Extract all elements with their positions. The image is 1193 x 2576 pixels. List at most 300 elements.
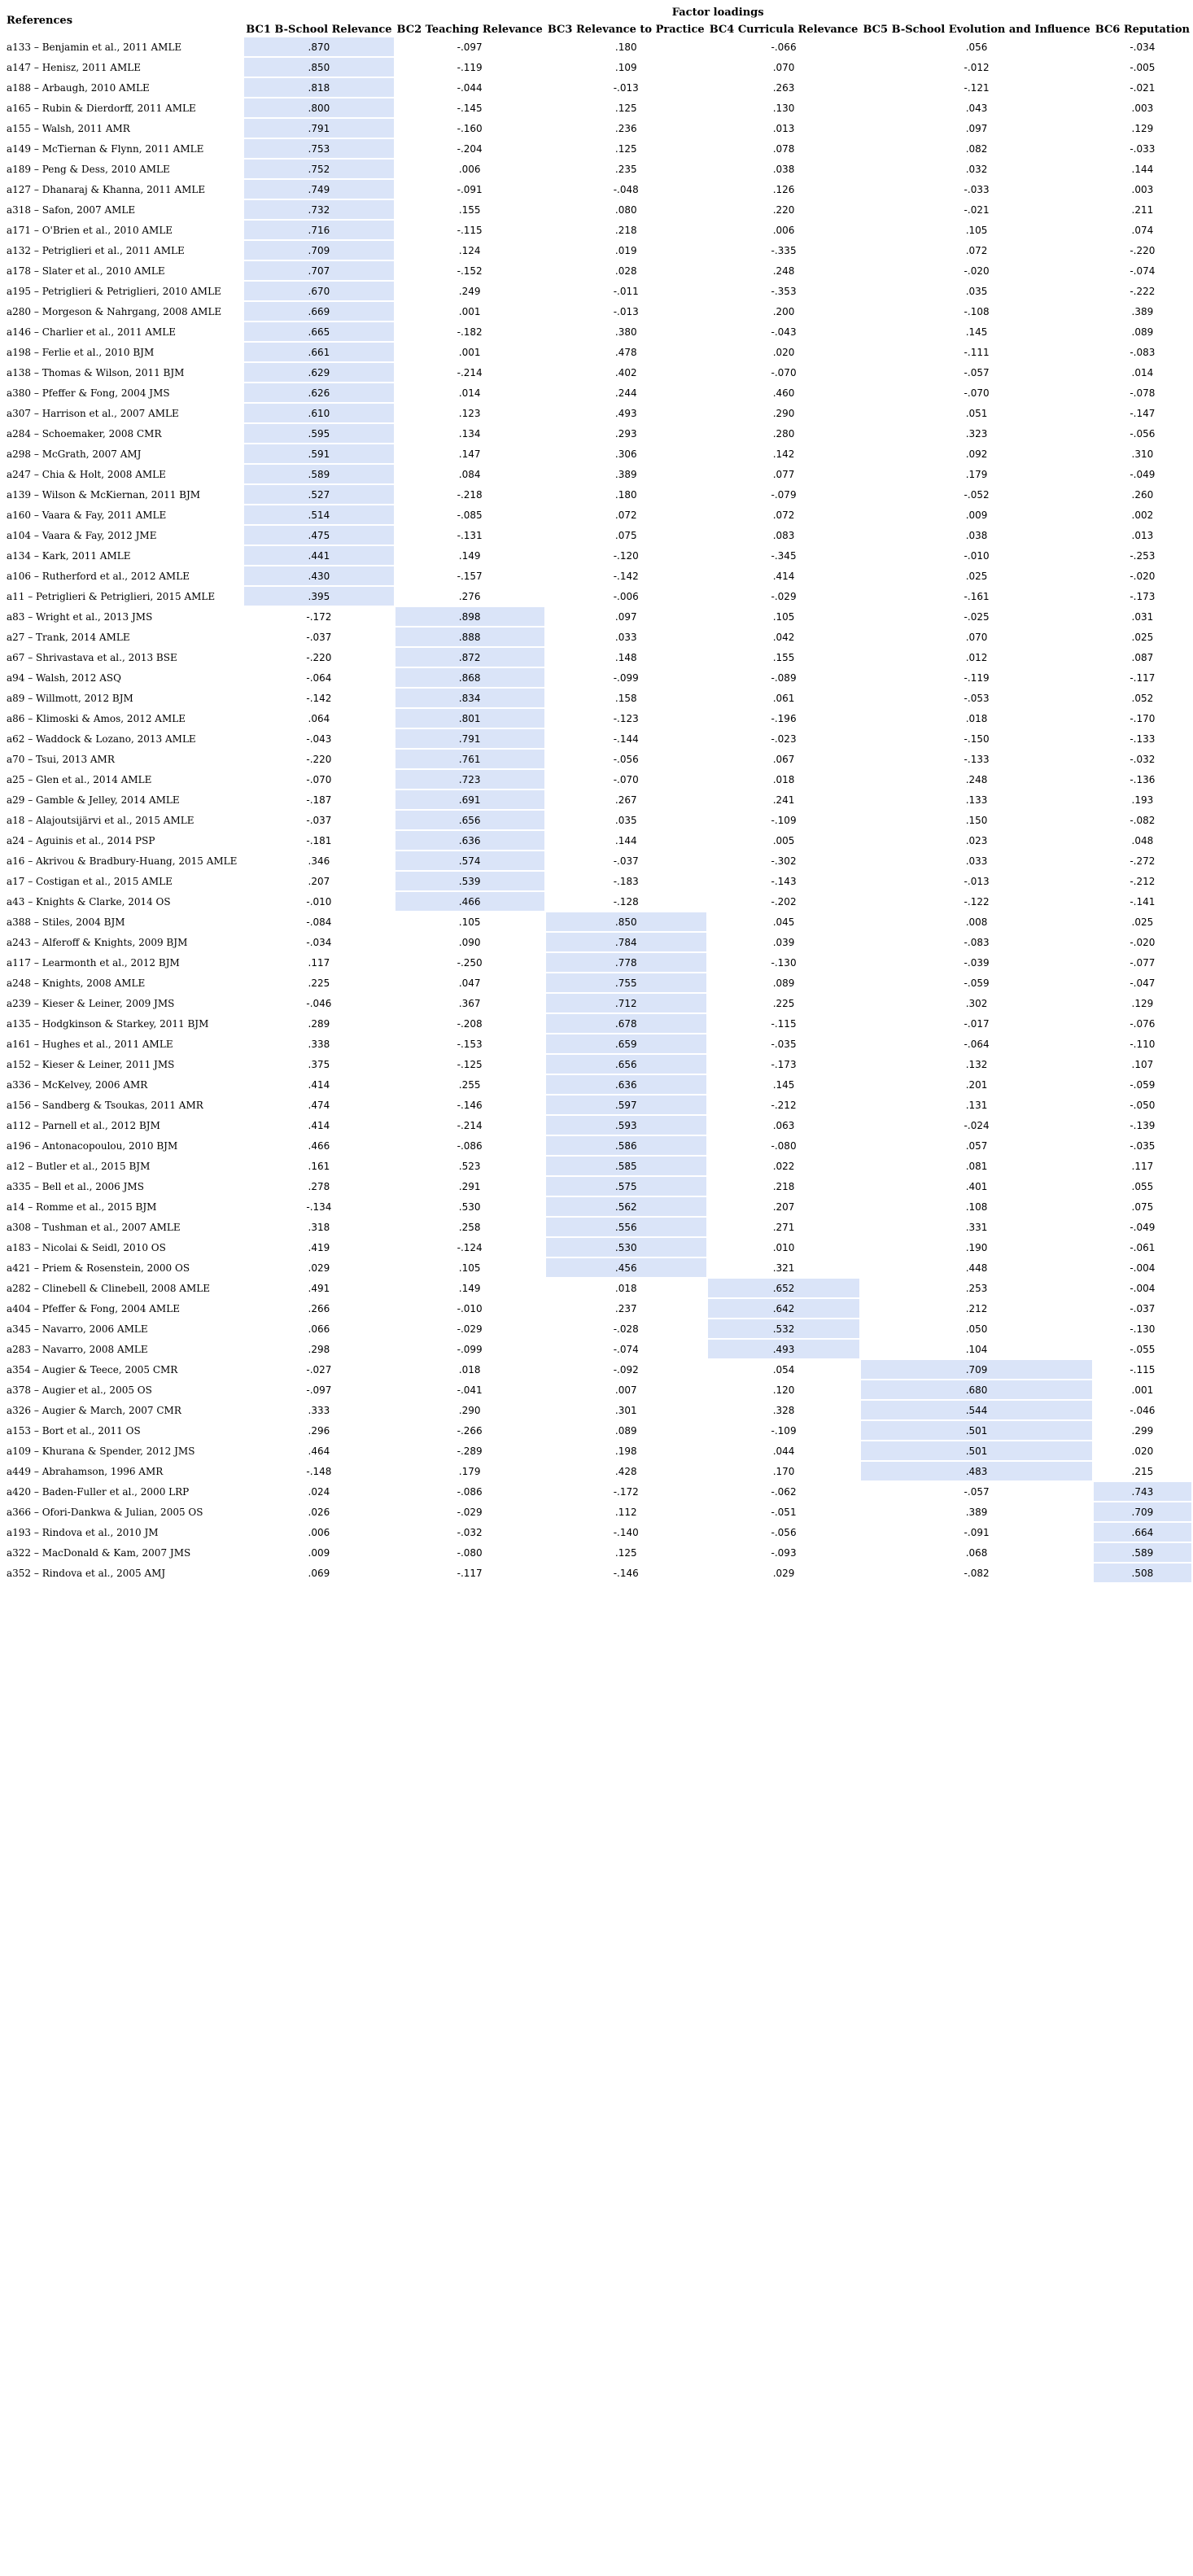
loading-cell: -.196 [771,712,797,724]
loading-cell: -.097 [457,41,483,53]
loading-cell: -.049 [1130,468,1156,480]
loading-cell: .032 [965,163,988,175]
loading-cell: .298 [308,1343,330,1355]
loading-cell: -.044 [457,81,483,94]
loading-cell: .087 [1131,651,1154,663]
loading-cell: .276 [458,590,481,602]
loading-cell: .225 [772,997,795,1009]
loading-cell-highlighted: .870 [244,37,393,56]
table-row [5,1075,1191,1094]
loading-cell: -.057 [964,1485,990,1498]
column-header-bc3: BC3 Relevance to Practice [547,24,705,36]
loading-cell: .310 [1131,448,1154,460]
loading-cell: -.353 [771,285,797,297]
loading-cell: .180 [614,41,637,53]
loading-cell: .003 [1131,102,1154,114]
loading-cell: .038 [965,529,988,541]
loading-cell: -.059 [964,977,990,989]
table-row [5,1197,1191,1216]
loading-cell: -.140 [613,1526,639,1538]
loading-cell: .003 [1131,183,1154,195]
table-row [5,1218,1191,1236]
loading-cell: -.128 [613,895,639,908]
loading-cell: .077 [772,468,795,480]
loading-cell-highlighted: .800 [244,98,393,117]
reference-cell: a27 – Trank, 2014 AMLE [7,631,130,643]
loading-cell-highlighted: .791 [395,729,544,748]
loading-cell-highlighted: .661 [244,343,393,361]
loading-cell: .107 [1131,1058,1154,1070]
loading-cell: -.077 [1130,956,1156,969]
loading-cell: .419 [308,1241,330,1253]
loading-cell: .179 [965,468,988,480]
loading-cell: .414 [308,1119,330,1131]
loading-cell: -.074 [1130,265,1156,277]
table-row [5,709,1191,728]
loading-cell: -.020 [1130,570,1156,582]
table-row [5,546,1191,565]
reference-cell: a247 – Chia & Holt, 2008 AMLE [7,468,166,480]
reference-cell: a18 – Alajoutsijärvi et al., 2015 AMLE [7,814,194,826]
table-row [5,1055,1191,1074]
loading-cell: .105 [965,224,988,236]
loading-cell: -.172 [306,610,332,623]
loading-cell: -.010 [457,1302,483,1314]
table-row [5,1421,1191,1440]
loading-cell-highlighted: .732 [244,200,393,219]
loading-cell: .131 [965,1099,988,1111]
loading-cell: -.082 [1130,814,1156,826]
reference-cell: a138 – Thomas & Wilson, 2011 BJM [7,366,185,378]
loading-cell: .144 [1131,163,1154,175]
loading-cell: -.099 [457,1343,483,1355]
loading-cell: .074 [1131,224,1154,236]
loading-cell: -.078 [1130,387,1156,399]
loading-cell: -.056 [613,753,639,765]
loading-cell-highlighted: .544 [861,1401,1091,1419]
loading-cell: -.041 [457,1384,483,1396]
loading-cell: -.153 [457,1038,483,1050]
loading-cell: -.131 [457,529,483,541]
loading-cell: -.070 [964,387,990,399]
loading-cell: .299 [1131,1424,1154,1437]
loading-cell-highlighted: .898 [395,607,544,626]
loading-cell: -.091 [964,1526,990,1538]
loading-cell: .078 [772,142,795,155]
loading-cell: .082 [965,142,988,155]
table-row [5,444,1191,463]
loading-cell: -.187 [306,794,332,806]
reference-cell: a94 – Walsh, 2012 ASQ [7,671,121,684]
loading-cell-highlighted: .626 [244,383,393,402]
loading-cell-highlighted: .556 [546,1218,706,1236]
loading-cell: .026 [308,1506,330,1518]
table-row [5,729,1191,748]
loading-cell: -.089 [771,671,797,684]
reference-cell: a70 – Tsui, 2013 AMR [7,753,115,765]
loading-cell-highlighted: .716 [244,221,393,239]
loading-cell: -.214 [457,366,483,378]
table-row [5,1543,1191,1562]
loading-cell: .033 [614,631,637,643]
loading-cell: -.139 [1130,1119,1156,1131]
loading-cell: .148 [614,651,637,663]
loading-cell: -.074 [613,1343,639,1355]
loading-cell: .117 [1131,1160,1154,1172]
loading-cell-highlighted: .475 [244,526,393,545]
loading-cell: .081 [965,1160,988,1172]
loading-cell-highlighted: .659 [546,1034,706,1053]
loading-cell: -.086 [457,1485,483,1498]
loading-cell-highlighted: .818 [244,78,393,97]
column-header-bc5: BC5 B-School Evolution and Influence [863,24,1090,36]
loading-cell: .145 [772,1078,795,1091]
loading-cell: .028 [614,265,637,277]
loading-cell: .001 [458,305,481,317]
loading-cell: -.212 [1130,875,1156,887]
loading-cell: .109 [614,61,637,73]
table-row [5,160,1191,178]
loading-cell: .029 [772,1567,795,1579]
reference-cell: a127 – Dhanaraj & Khanna, 2011 AMLE [7,183,206,195]
table-row [5,973,1191,992]
loading-cell: -.059 [1130,1078,1156,1091]
table-row [5,1258,1191,1277]
table-row [5,1523,1191,1542]
loading-cell: .108 [965,1201,988,1213]
loading-cell: -.032 [457,1526,483,1538]
loading-cell: -.056 [771,1526,797,1538]
loading-cell: .018 [965,712,988,724]
loading-cell-highlighted: .669 [244,302,393,321]
reference-cell: a352 – Rindova et al., 2005 AMJ [7,1567,166,1579]
loading-cell-highlighted: .586 [546,1136,706,1155]
loading-cell: -.035 [1130,1139,1156,1152]
loading-cell-highlighted: .493 [708,1340,860,1358]
table-row [5,831,1191,850]
loading-cell: -.034 [1130,41,1156,53]
reference-cell: a155 – Walsh, 2011 AMR [7,122,130,134]
loading-cell-highlighted: .593 [546,1116,706,1135]
loading-cell: .070 [772,61,795,73]
loading-cell: -.272 [1130,855,1156,867]
loading-cell: -.046 [306,997,332,1009]
loading-cell: .033 [965,855,988,867]
loading-cell: .248 [965,773,988,785]
loading-cell: .132 [965,1058,988,1070]
loading-cell: .112 [614,1506,637,1518]
reference-cell: a160 – Vaara & Fay, 2011 AMLE [7,509,167,521]
table-row [5,1380,1191,1399]
loading-cell: -.021 [964,203,990,216]
loading-cell: .328 [772,1404,795,1416]
reference-cell: a12 – Butler et al., 2015 BJM [7,1160,151,1172]
table-row [5,1279,1191,1297]
loading-cell: .068 [965,1546,988,1559]
loading-cell: -.029 [457,1506,483,1518]
loading-cell: -.220 [306,753,332,765]
loading-cell: .117 [308,956,330,969]
loading-cell: -.146 [613,1567,639,1579]
loading-cell: -.013 [613,81,639,94]
table-row [5,1157,1191,1175]
loading-cell: .008 [965,916,988,928]
loading-cell: .149 [458,549,481,562]
reference-cell: a239 – Kieser & Leiner, 2009 JMS [7,997,175,1009]
loading-cell-highlighted: .574 [395,851,544,870]
reference-cell: a284 – Schoemaker, 2008 CMR [7,427,162,440]
loading-cell-highlighted: .749 [244,180,393,199]
loading-cell: .013 [1131,529,1154,541]
loading-cell: -.130 [1130,1323,1156,1335]
loading-cell-highlighted: .575 [546,1177,706,1196]
reference-cell: a248 – Knights, 2008 AMLE [7,977,146,989]
loading-cell-highlighted: .466 [395,892,544,911]
loading-cell: .125 [614,1546,637,1559]
loading-cell: .055 [1131,1180,1154,1192]
loading-cell: -.010 [964,549,990,562]
loading-cell: -.043 [306,733,332,745]
reference-cell: a195 – Petriglieri & Petriglieri, 2010 AMLE [7,285,221,297]
reference-cell: a109 – Khurana & Spender, 2012 JMS [7,1445,195,1457]
loading-cell: .129 [1131,122,1154,134]
loading-cell: -.108 [964,305,990,317]
loading-cell-highlighted: .678 [546,1014,706,1033]
loading-cell: -.161 [964,590,990,602]
column-header-bc6: BC6 Reputation [1095,24,1190,36]
loading-cell: -.142 [613,570,639,582]
table-row [5,261,1191,280]
loading-cell: -.070 [613,773,639,785]
loading-cell: .145 [965,326,988,338]
loading-cell: .031 [1131,610,1154,623]
column-header-bc4: BC4 Curricula Relevance [709,24,859,36]
loading-cell: .009 [965,509,988,521]
loading-cell: -.157 [457,570,483,582]
reference-cell: a133 – Benjamin et al., 2011 AMLE [7,41,182,53]
table-row [5,37,1191,56]
loading-cell: .318 [308,1221,330,1233]
loading-cell: -.142 [306,692,332,704]
loading-cell: -.222 [1130,285,1156,297]
loading-cell: .105 [458,1262,481,1274]
reference-cell: a106 – Rutherford et al., 2012 AMLE [7,570,190,582]
reference-cell: a43 – Knights & Clarke, 2014 OS [7,895,171,908]
loading-cell-highlighted: .784 [546,933,706,951]
loading-cell-highlighted: .539 [395,872,544,890]
loading-cell: -.220 [1130,244,1156,256]
table-row [5,872,1191,890]
loading-cell-highlighted: .665 [244,322,393,341]
reference-cell: a307 – Harrison et al., 2007 AMLE [7,407,179,419]
table-row [5,811,1191,829]
loading-cell: .045 [772,916,795,928]
loading-cell: -.035 [771,1038,797,1050]
loading-cell: .005 [772,834,795,846]
loading-cell: .007 [614,1384,637,1396]
loading-cell: .180 [614,488,637,501]
loading-cell: -.043 [771,326,797,338]
loading-cell: -.029 [457,1323,483,1335]
loading-cell: .266 [308,1302,330,1314]
loading-cell: .271 [772,1221,795,1233]
loading-cell: .211 [1131,203,1154,216]
loading-cell: -.048 [613,183,639,195]
reference-cell: a280 – Morgeson & Nahrgang, 2008 AMLE [7,305,222,317]
loading-cell: -.266 [457,1424,483,1437]
loading-cell: .460 [772,387,795,399]
reference-cell: a134 – Kark, 2011 AMLE [7,549,131,562]
table-row [5,628,1191,646]
loading-cell: .048 [1131,834,1154,846]
loading-cell: -.037 [613,855,639,867]
table-body [5,37,1191,1582]
loading-cell: .149 [458,1282,481,1294]
table-row [5,221,1191,239]
loading-cell: -.146 [457,1099,483,1111]
loading-cell: .253 [965,1282,988,1294]
loading-cell: .293 [614,427,637,440]
loading-cell-highlighted: .456 [546,1258,706,1277]
loading-cell: .389 [1131,305,1154,317]
loading-cell: -.097 [306,1384,332,1396]
reference-cell: a378 – Augier et al., 2005 OS [7,1384,152,1396]
reference-cell: a189 – Peng & Dess, 2010 AMLE [7,163,170,175]
loading-cell: -.070 [306,773,332,785]
table-row [5,363,1191,382]
loading-cell: -.006 [613,590,639,602]
loading-cell: .530 [458,1201,481,1213]
loading-cell-highlighted: .709 [1094,1502,1191,1521]
reference-cell: a132 – Petriglieri et al., 2011 AMLE [7,244,185,256]
reference-cell: a86 – Klimoski & Amos, 2012 AMLE [7,712,186,724]
loading-cell: -.085 [457,509,483,521]
loading-cell: -.012 [964,61,990,73]
loading-cell: .123 [458,407,481,419]
reference-cell: a335 – Bell et al., 2006 JMS [7,1180,144,1192]
reference-cell: a153 – Bort et al., 2011 OS [7,1424,141,1437]
table-row [5,648,1191,667]
loading-cell: .083 [772,529,795,541]
loading-cell: .323 [965,427,988,440]
loading-cell: -.037 [306,814,332,826]
reference-cell: a421 – Priem & Rosenstein, 2000 OS [7,1262,190,1274]
reference-cell: a380 – Pfeffer & Fong, 2004 JMS [7,387,170,399]
loading-cell: .120 [772,1384,795,1396]
reference-cell: a112 – Parnell et al., 2012 BJM [7,1119,160,1131]
loading-cell-highlighted: .752 [244,160,393,178]
reference-cell: a83 – Wright et al., 2013 JMS [7,610,153,623]
table-row [5,750,1191,768]
loading-cell: .474 [308,1099,330,1111]
loading-cell: -.023 [771,733,797,745]
loading-cell: .072 [772,509,795,521]
loading-cell-highlighted: .656 [546,1055,706,1074]
loading-cell: .150 [965,814,988,826]
reference-cell: a139 – Wilson & McKiernan, 2011 BJM [7,488,201,501]
loading-cell: .069 [308,1567,330,1579]
reference-cell: a298 – McGrath, 2007 AMJ [7,448,142,460]
reference-cell: a25 – Glen et al., 2014 AMLE [7,773,152,785]
loading-cell: .248 [772,265,795,277]
reference-cell: a243 – Alferoff & Knights, 2009 BJM [7,936,188,948]
loading-cell: .075 [1131,1201,1154,1213]
reference-cell: a29 – Gamble & Jelley, 2014 AMLE [7,794,180,806]
loading-cell-highlighted: .707 [244,261,393,280]
loading-cell: -.345 [771,549,797,562]
loading-cell: .105 [772,610,795,623]
loading-cell: .493 [614,407,637,419]
loading-cell: -.121 [964,81,990,94]
loading-cell: .066 [308,1323,330,1335]
loading-cell: -.148 [306,1465,332,1477]
loading-cell: .006 [308,1526,330,1538]
loading-cell: .067 [772,753,795,765]
loading-cell: .280 [772,427,795,440]
table-row [5,1096,1191,1114]
loading-cell: -.039 [964,956,990,969]
loading-cell: -.027 [306,1363,332,1375]
loading-cell: -.004 [1130,1282,1156,1294]
loading-cell: -.289 [457,1445,483,1457]
loading-cell-highlighted: .743 [1094,1482,1191,1501]
loading-cell: -.123 [613,712,639,724]
loading-cell-highlighted: .761 [395,750,544,768]
loading-cell: -.220 [306,651,332,663]
loading-cell: .006 [458,163,481,175]
loading-cell: .009 [308,1546,330,1559]
loading-cell: -.086 [457,1139,483,1152]
loading-cell: .124 [458,244,481,256]
loading-cell: -.051 [771,1506,797,1518]
loading-cell-highlighted: .656 [395,811,544,829]
loading-cell: -.056 [1130,427,1156,440]
loading-cell: -.122 [964,895,990,908]
loading-cell: -.117 [1130,671,1156,684]
loading-cell: -.173 [771,1058,797,1070]
loading-cell: .241 [772,794,795,806]
loading-cell: -.079 [771,488,797,501]
loading-cell: .125 [614,102,637,114]
loading-cell-highlighted: .709 [861,1360,1091,1379]
loading-cell: -.130 [771,956,797,969]
loading-cell-highlighted: .801 [395,709,544,728]
loading-cell: -.064 [964,1038,990,1050]
table-row [5,1401,1191,1419]
reference-cell: a322 – MacDonald & Kam, 2007 JMS [7,1546,191,1559]
loading-cell: -.150 [964,733,990,745]
loading-cell-highlighted: .501 [861,1441,1091,1460]
loading-cell: .301 [614,1404,637,1416]
reference-cell: a171 – O'Brien et al., 2010 AMLE [7,224,173,236]
loading-cell: .142 [772,448,795,460]
factor-loadings-header: Factor loadings [671,6,764,19]
table-row [5,404,1191,422]
loading-cell: -.182 [457,326,483,338]
loading-cell: -.172 [613,1485,639,1498]
loading-cell: -.029 [771,590,797,602]
reference-cell: a366 – Ofori-Dankwa & Julian, 2005 OS [7,1506,203,1518]
reference-cell: a404 – Pfeffer & Fong, 2004 AMLE [7,1302,180,1314]
loading-cell: -.025 [964,610,990,623]
loading-cell: -.037 [306,631,332,643]
loading-cell-highlighted: .680 [861,1380,1091,1399]
loading-cell: .193 [1131,794,1154,806]
loading-cell: .020 [1131,1445,1154,1457]
loading-cell: -.034 [306,936,332,948]
loading-cell: .237 [614,1302,637,1314]
loading-cell: .080 [614,203,637,216]
